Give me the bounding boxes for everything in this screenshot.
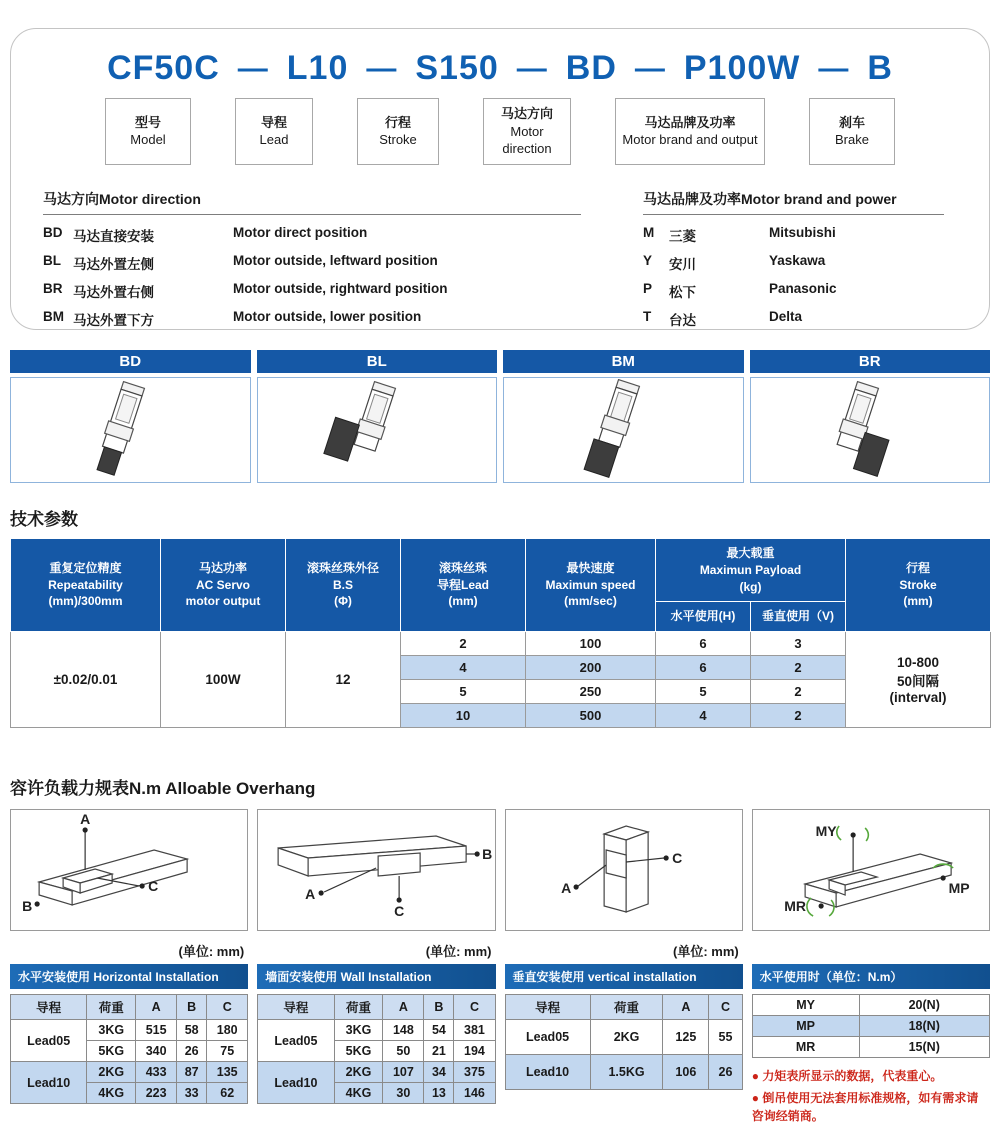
motor-brand-list <box>603 189 957 337</box>
brand-item-p: P 松下 Panasonic <box>643 280 837 300</box>
table-row: 5KG 340 26 75 <box>11 1041 248 1062</box>
model-code-section <box>10 28 990 330</box>
panel-bl-image <box>257 377 498 483</box>
stroke-value: 10-800 50间隔 (interval) <box>846 632 991 728</box>
col-lead: 滚珠丝珠 导程Lead (mm) <box>401 539 526 632</box>
vertical-overhang-drawing <box>506 810 742 930</box>
tech-row-2: 4 200 6 2 <box>11 656 991 680</box>
col-ballscrew-dia: 滚珠丝珠外径 B.S (Φ) <box>286 539 401 632</box>
dash: — <box>634 51 666 85</box>
overhang-diagrams <box>10 809 990 931</box>
svg-text:C: C <box>394 903 405 920</box>
brand-item-t: T 台达 Delta <box>643 308 803 328</box>
actuator-br-drawing <box>756 379 984 481</box>
unit-label: (单位: mm) <box>425 944 492 960</box>
direction-item-br: BR 马达外置右侧 Motor outside, rightward position <box>43 280 448 300</box>
legend-box-brake: 刹车 Brake <box>809 98 895 165</box>
col-stroke: 行程 Stroke (mm) <box>846 539 991 632</box>
col-motor-output: 马达功率 AC Servo motor output <box>161 539 286 632</box>
model-segment: BD <box>565 49 617 87</box>
table-row: 5KG 50 21 194 <box>258 1041 495 1062</box>
vertical-installation-block <box>505 964 743 1129</box>
legend-box-direction: 马达方向 Motor direction <box>483 98 571 165</box>
moment-overhang-drawing <box>753 810 989 930</box>
direction-item-bl: BL 马达外置左侧 Motor outside, leftward position <box>43 252 438 272</box>
table-row: Lead05 2KG 125 55 <box>505 1020 742 1055</box>
actuator-bl-drawing <box>263 379 491 481</box>
panel-bd-label: BD <box>10 350 251 373</box>
panel-bl <box>257 350 498 483</box>
moment-rating-table <box>752 994 990 1058</box>
col-payload-horizontal: 水平使用(H) <box>656 602 751 632</box>
unit-label: (单位: mm) <box>673 944 739 960</box>
svg-text:A: A <box>305 886 316 903</box>
svg-text:C: C <box>671 850 682 867</box>
note-line: ● 倒吊使用无法套用标准规格，如有需求请咨询经销商。 <box>751 1090 979 1124</box>
col-repeatability: 重复定位精度 Repeatability (mm)/300mm <box>11 539 161 632</box>
motor-brand-heading: 马达品牌及功率Motor brand and power <box>643 189 944 215</box>
table-row: 4KG 30 13 146 <box>258 1083 495 1104</box>
vertical-installation-table: 导程 荷重 A C Lead05 2KG 125 55 Lead10 1.5KG 106 26 <box>505 994 743 1090</box>
bs-value: 12 <box>286 632 401 728</box>
model-segment: P100W <box>683 49 801 87</box>
table-row: 4KG 223 33 62 <box>11 1083 248 1104</box>
model-code <box>41 49 959 88</box>
orientation-panels <box>10 350 990 483</box>
svg-text:C: C <box>148 878 159 895</box>
svg-text:B: B <box>482 846 493 863</box>
panel-bd <box>10 350 251 483</box>
motor-output-value: 100W <box>161 632 286 728</box>
table-row: MP 18(N) <box>752 1016 989 1037</box>
legend-box-stroke: 行程 Stroke <box>357 98 439 165</box>
panel-bm <box>503 350 744 483</box>
svg-text:MR: MR <box>783 898 806 915</box>
motor-direction-list <box>43 189 603 337</box>
horizontal-installation-title: 水平安装使用 Horizontal Installation <box>10 964 248 989</box>
tech-spec-table <box>10 538 991 728</box>
vertical-installation-title: 垂直安装使用 vertical installation <box>505 964 743 989</box>
wall-overhang-drawing <box>258 810 494 930</box>
table-row: Lead10 2KG 433 87 135 <box>11 1062 248 1083</box>
dash: — <box>366 51 398 85</box>
panel-br <box>750 350 991 483</box>
table-row: MY 20(N) <box>752 995 989 1016</box>
table-row: Lead05 3KG 148 54 381 <box>258 1020 495 1041</box>
diagram-wall <box>257 809 495 931</box>
horizontal-installation-block <box>10 964 248 1129</box>
col-max-speed: 最快速度 Maximun speed (mm/sec) <box>526 539 656 632</box>
table-row: Lead10 1.5KG 106 26 <box>505 1055 742 1090</box>
legend-box-model: 型号 Model <box>105 98 191 165</box>
diagram-vertical <box>505 809 743 931</box>
panel-bd-image <box>10 377 251 483</box>
panel-bm-label: BM <box>503 350 744 373</box>
unit-label: (单位: mm) <box>178 944 245 960</box>
repeatability-value: ±0.02/0.01 <box>11 632 161 728</box>
tech-row-4: 10 500 4 2 <box>11 704 991 728</box>
model-legend-boxes <box>41 98 959 165</box>
dash: — <box>818 51 850 85</box>
wall-installation-block <box>257 964 495 1129</box>
panel-br-label: BR <box>750 350 991 373</box>
panel-bm-image <box>503 377 744 483</box>
note-line: ● 力矩表所显示的数据，代表重心。 <box>751 1069 943 1084</box>
overhang-heading: 容许负载力规表N.m Alloable Overhang <box>10 779 316 799</box>
legend-box-lead: 导程 Lead <box>235 98 313 165</box>
col-max-payload: 最大载重 Maximun Payload (kg) <box>656 539 846 602</box>
tech-row-3: 5 250 5 2 <box>11 680 991 704</box>
actuator-bd-drawing <box>16 379 244 481</box>
dash: — <box>516 51 548 85</box>
svg-text:A: A <box>560 880 571 897</box>
moment-rating-block <box>752 964 990 1129</box>
legend-box-brand: 马达品牌及功率 Motor brand and output <box>615 98 765 165</box>
unit-labels-row <box>10 931 990 964</box>
model-segment: L10 <box>286 49 349 87</box>
table-row: Lead05 3KG 515 58 180 <box>11 1020 248 1041</box>
brand-item-y: Y 安川 Yaskawa <box>643 252 826 272</box>
diagram-horizontal <box>10 809 248 931</box>
svg-text:B: B <box>22 898 33 915</box>
wall-installation-title: 墙面安装使用 Wall Installation <box>257 964 495 989</box>
wall-installation-table: 导程 荷重 A B C Lead05 3KG 148 54 381 5KG 50 21 194 Lead10 2KG 107 34 375 4KG 30 13 146 <box>257 994 495 1104</box>
svg-text:MY: MY <box>815 823 837 840</box>
tech-heading: 技术参数 <box>10 510 78 529</box>
horizontal-overhang-drawing <box>11 810 247 930</box>
model-segment: B <box>867 49 893 87</box>
col-payload-vertical: 垂直使用（V) <box>751 602 846 632</box>
brand-item-m: M 三菱 Mitsubishi <box>643 224 836 244</box>
svg-text:A: A <box>80 811 91 828</box>
red-notes <box>752 1067 990 1126</box>
svg-text:MP: MP <box>948 880 970 897</box>
table-row: MR 15(N) <box>752 1037 989 1058</box>
overhang-tables <box>10 964 990 1129</box>
actuator-bm-drawing <box>509 379 737 481</box>
dash: — <box>237 51 269 85</box>
moment-rating-title: 水平使用时（单位：N.m） <box>752 964 990 989</box>
diagram-moments <box>752 809 990 931</box>
direction-item-bd: BD 马达直接安装 Motor direct position <box>43 224 368 244</box>
motor-direction-heading: 马达方向Motor direction <box>43 189 581 215</box>
model-segment: CF50C <box>107 49 220 87</box>
tech-row-1: ±0.02/0.01 100W 12 2 100 6 3 10-800 50间隔 (interval) <box>11 632 991 656</box>
panel-bl-label: BL <box>257 350 498 373</box>
horizontal-installation-table: 导程 荷重 A B C Lead05 3KG 515 58 180 5KG 340 26 75 Lead10 2KG 433 87 135 4KG 223 33 62 <box>10 994 248 1104</box>
model-segment: S150 <box>415 49 499 87</box>
direction-item-bm: BM 马达外置下方 Motor outside, lower position <box>43 308 422 328</box>
table-row: Lead10 2KG 107 34 375 <box>258 1062 495 1083</box>
panel-br-image <box>750 377 991 483</box>
